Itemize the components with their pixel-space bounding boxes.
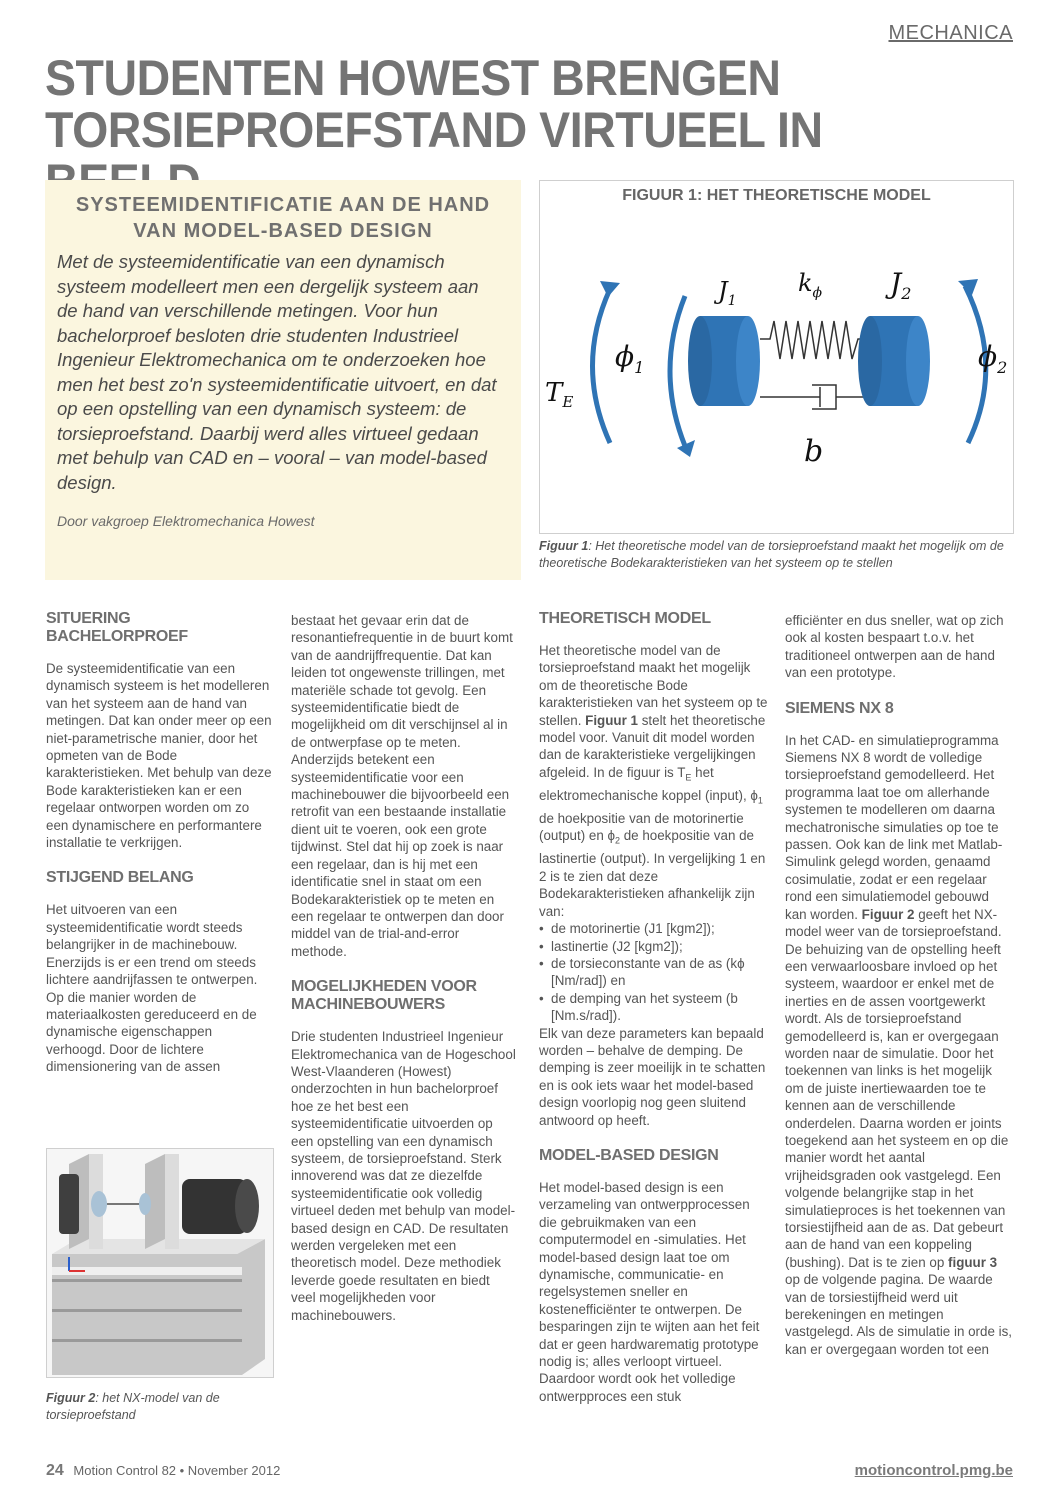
intro-byline: Door vakgroep Elektromechanica Howest — [57, 513, 315, 529]
footer-left — [46, 1462, 280, 1480]
figure-1-caption-text: : Het theoretische model van de torsieproefstand maakt het mogelijk om de theoretische Bodekarakteristieken van het systeem op te stellen — [539, 539, 1004, 570]
label-te: $T_E$ — [545, 378, 574, 411]
column-4 — [785, 612, 1013, 1358]
figure-2-caption — [46, 1390, 274, 1424]
label-phi2: $\phi_2$ — [978, 340, 1008, 377]
intro-lead: Met de systeemidentificatie van een dynamisch systeem modelleert men een dergelijk systeem aan de hand van verschillende metingen. Voor hun bachelorproef besloten drie studenten Industrieel Ingenieur Elektromechanica om te onderzoeken hoe men het best zo'n systeemidentificatie uitvoert, en dat op een opstelling van een dynamisch systeem: de torsieproefstand. Daarbij werd alles virtueel gedaan met behulp van CAD en – vooral – van model-based design. — [57, 251, 497, 493]
section-tag: MECHANICA — [888, 22, 1013, 44]
label-k: $k_\phi$ — [798, 269, 823, 301]
label-phi1: $\phi_1$ — [615, 340, 645, 377]
list-item: • de torsieconstante van de as (kϕ [Nm/rad]) en — [539, 955, 745, 989]
paragraph-mogelijkheden: Drie studenten Industrieel Ingenieur Elektromechanica van de Hogeschool West-Vlaanderen (Howest) onderzochten in hun bachelorproef hoe ze het best een systeemidentificatie uitvoerden op een opstelling van een dynamisch systeem, de torsieproefstand. Sterk innoverend was dat ze diezelfde systeemidentificatie ook volledig virtueel deden met behulp van model-based design en CAD. De resultaten werden vergeleken met een theoretisch model. Deze methodiek leverde goede resultaten en biedt veel mogelijkheden voor machinebouwers. — [291, 1029, 516, 1323]
phi1-arrowhead — [600, 281, 620, 297]
figure-1-reference: Figuur 1 — [585, 712, 638, 728]
heading-model-based-design: MODEL-BASED DESIGN — [539, 1146, 719, 1164]
heading-mogelijkheden: MOGELIJKHEDEN VOOR MACHINEBOUWERS — [291, 978, 477, 1014]
figure-1-caption — [539, 538, 1009, 572]
magazine-issue: Motion Control 82 • November 2012 — [73, 1463, 281, 1478]
paragraph-resonantie: bestaat het gevaar erin dat de resonantiefrequentie in de buurt komt van de aandrijffrequentie. Dat kan leiden tot ongewenste trillingen, met materiële schade tot gevolg. Een systeemidentificatie biedt de mogelijkheid om dit verschijnsel al in de ontwerpfase op te meten. Anderzijds betekent een systeemidentificatie voor een machinebouwer die bijvoorbeeld een retrofit van een bestaande installatie dient uit te voeren, ook een grote tijdwinst. Stel dat hij op zoek is naar een regelaar, dan is hij met een identificatie snel in staat om een Bodekarakteristiek op te meten en een regelaar te ontwerpen dan door middel van de trial-and-error methode. — [291, 613, 513, 959]
paragraph-model-based-design: Het model-based design is een verzameling van ontwerpprocessen die gebruikmaken van een computermodel en -simulaties. Het model-based design laat toe om dynamische, communicatie- en regelsystemen sneller en kostenefficiënter te ontwerpen. De besparingen zijn te wijten aan het feit dat er geen hardwarematig prototype nodig is; alles verloopt virtueel. Daardoor wordt ook het volledige ontwerpproces een stuk — [539, 1179, 760, 1404]
heading-theoretisch-model: THEORETISCH MODEL — [539, 610, 711, 627]
phi1-arc — [593, 289, 611, 443]
figure-2-reference: Figuur 2 — [861, 906, 915, 922]
heading-situering: SITUERING BACHELORPROEF — [46, 610, 188, 645]
intro-subtitle: SYSTEEMIDENTIFICATIE AAN DE HAND VAN MODEL-BASED DESIGN — [75, 194, 491, 242]
page-number: 24 — [46, 1462, 64, 1479]
j1-cylinder-back — [688, 316, 712, 406]
paragraph-efficienter: efficiënter en dus sneller, wat op zich ook al kosten bespaart t.o.v. het traditioneel ontwerpen aan de hand van een prototype. — [785, 613, 1004, 681]
nx-model-render — [47, 1149, 273, 1377]
figure-1 — [539, 180, 1014, 534]
label-j2: $J_2$ — [890, 267, 912, 303]
parameter-list — [539, 920, 769, 1024]
list-item: • de demping van het systeem (b [Nm.s/rad]). — [539, 990, 738, 1024]
spring — [760, 321, 868, 359]
column-3 — [539, 610, 769, 1405]
figure-2-caption-text: : het NX-model van de torsieproefstand — [46, 1391, 220, 1422]
label-b: b — [804, 434, 824, 469]
paragraph-stijgend-belang: Het uitvoeren van een systeemidentificatie wordt steeds belangrijker in de machinebouw. Enerzijds is er een trend om steeds lichtere aandrijfassen te ontwerpen. Op die manier worden de materiaalkosten gereduceerd en de dynamische eigenschappen verhoogd. Door de lichtere dimensionering van de assen — [46, 902, 258, 1075]
list-item: • lastinertie (J2 [kgm2]); — [539, 938, 683, 954]
column-2 — [291, 612, 516, 1324]
figure-2 — [46, 1148, 274, 1378]
figure-1-caption-label: Figuur 1 — [539, 539, 589, 553]
heading-siemens-nx8: SIEMENS NX 8 — [785, 699, 894, 717]
paragraph-siemens-nx8: In het CAD- en simulatieprogramma Siemens NX 8 wordt de volledige torsieproefstand gemodelleerd. Het programma laat toe om allerhande systemen te modelleren om daarna mechatronische simulaties op toe te passen. Ook kan de link met Matlab-Simulink gelegd worden, genaamd cosimulatie, zodat er een regelaar rond een simulatiemodel gebouwd kan worden. Figuur 2 geeft het NX-model weer van de torsieproefstand. De behuizing van de opstelling heeft een verwaarloosbare invloed op het systeem, waardoor er enkel met de inerties en de assen voortgewerkt wordt. Als de torsieproefstand gemodelleerd is, kan er overgegaan worden naar de simulatie. Door het toekennen van links is het mogelijk om de juiste inertiewaarden toe te kennen aan de verschillende onderdelen. Daarna worden er joints toegekend aan het systeem en op die manier wordt het aantal vrijheidsgraden ook vastgelegd. Een volgende belangrijke stap in het simulatieproces is het toekennen van torsiestijfheid aan de as. Dat gebeurt aan de hand van een koppeling (bushing). Dat is te zien op figuur 3 op de volgende pagina. De waarde van de torsiestijfheid werd uit berekeningen en metingen vastgelegd. Als de simulatie in orde is, kan er overgegaan worden tot een — [785, 732, 1013, 1357]
intro-box — [45, 180, 521, 580]
paragraph-demping: Elk van deze parameters kan bepaald worden – behalve de demping. De demping is zeer moeilijk in te schatten en is ook iets waar het model-based design voorlopig nog geen sluitend antwoord op heeft. — [539, 1025, 766, 1128]
list-item: • de motorinertie (J1 [kgm2]); — [539, 921, 715, 937]
figure-3-reference: figuur 3 — [948, 1254, 998, 1270]
j1-arc — [670, 296, 685, 446]
j1-cylinder-face — [736, 316, 760, 406]
figure-1-title: FIGUUR 1: HET THEORETISCHE MODEL — [622, 187, 931, 204]
paragraph-theoretisch-model: Het theoretische model van de torsieproefstand maakt het mogelijk om de theoretische Bode karakteristieken van het systeem op te stellen. Figuur 1 stelt het theoretische model voor. Vanuit dit model worden dan de karakteristieke vergelijkingen afgeleid. In de figuur is $T_E$ het elektromechanische koppel (input), $\phi_1$ de hoekpositie van de motorinertie (output) en $\phi_2$ de hoekpositie van de lastinertie (output). In vergelijking 1 en 2 is te zien dat deze Bodekarakteristieken afhankelijk zijn van: — [539, 643, 768, 919]
page-headline: STUDENTEN HOWEST BRENGEN TORSIEPROEFSTAND VIRTUEEL IN — [45, 50, 823, 158]
heading-stijgend-belang: STIJGEND BELANG — [46, 869, 194, 887]
j2-cylinder-face — [906, 316, 930, 406]
website-link[interactable]: motioncontrol.pmg.be — [854, 1462, 1013, 1479]
column-1 — [46, 610, 274, 1076]
figure-2-caption-label: Figuur 2 — [46, 1391, 96, 1405]
label-j1: $J_1$ — [718, 277, 737, 309]
paragraph-situering: De systeemidentificatie van een dynamisch systeem is het modelleren van het systeem aan de hand van metingen. Dat kan onder meer op een niet-parametrische manier, door het opmeten van de Bode karakteristieken. Met behulp van deze Bode karakteristieken kan er een regelaar ontworpen worden om zo een dynamischere en performantere installatie te verkrijgen. — [46, 661, 272, 851]
j2-cylinder-back — [858, 316, 882, 406]
torsion-model-diagram — [540, 221, 1013, 521]
